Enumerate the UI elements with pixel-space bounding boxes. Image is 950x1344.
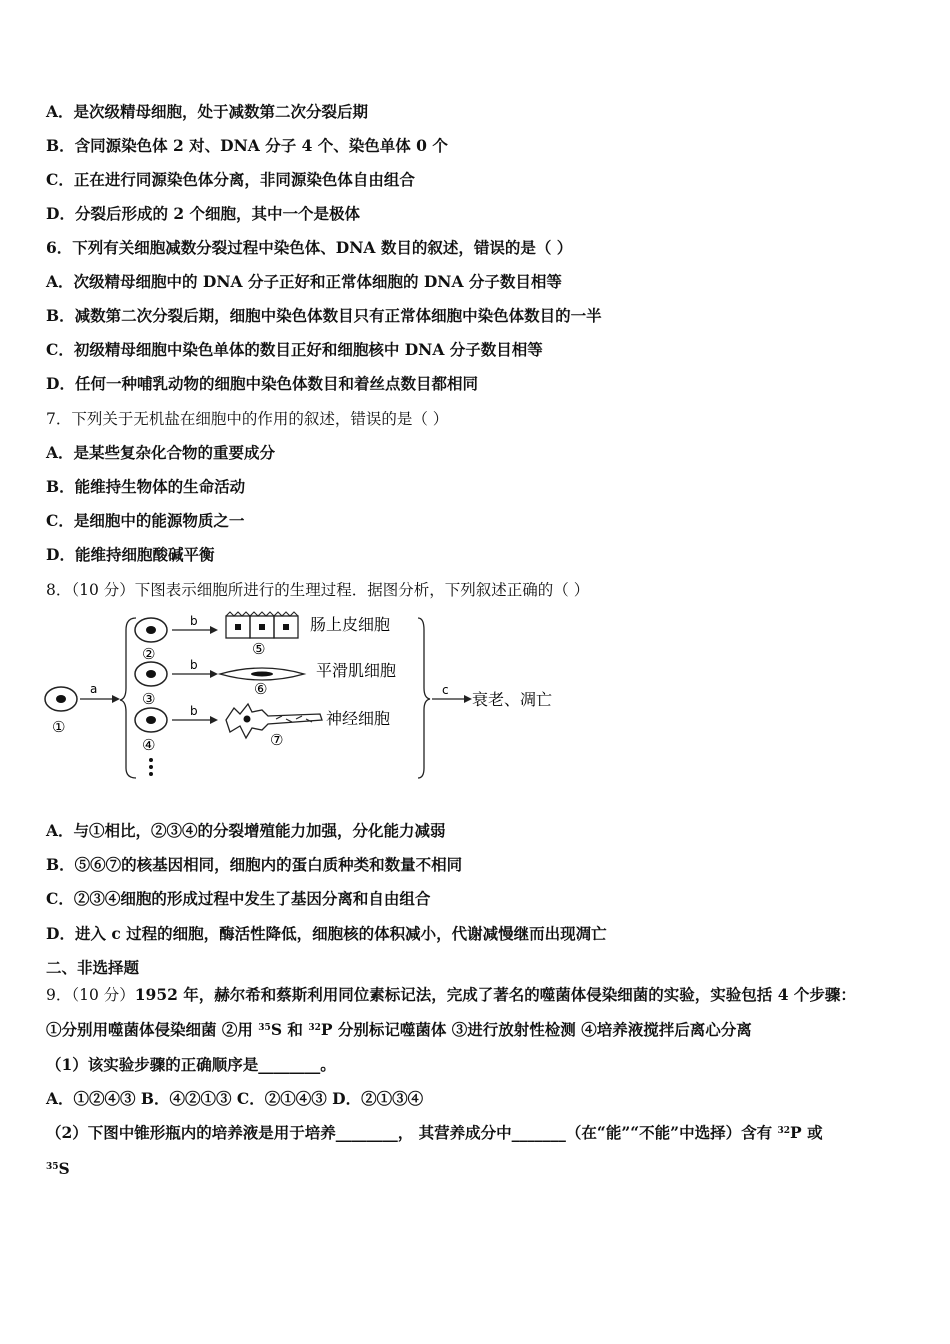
- cell-1: [45, 687, 77, 736]
- arrow-a-label: a: [90, 682, 98, 696]
- q9-sub2-continued: [46, 1158, 70, 1180]
- arrow-c: [432, 683, 552, 709]
- q9-sub1: （1）该实验步骤的正确顺序是________。: [46, 1055, 336, 1074]
- q6-option-b: B．减数第二次分裂后期，细胞中染色体数目只有正常体细胞中染色体数目的一半: [46, 306, 602, 325]
- arrow-b-middle: [172, 658, 218, 678]
- arrow-b-bottom-label: b: [190, 704, 198, 718]
- cell-differentiation-figure: [40, 608, 580, 784]
- cell-2-label: ②: [142, 645, 156, 663]
- q5-option-b: B．含同源染色体 2 对、DNA 分子 4 个、染色单体 0 个: [46, 136, 448, 155]
- q6-option-c: C．初级精母细胞中染色单体的数目正好和细胞核中 DNA 分子数目相等: [46, 340, 543, 359]
- q9-steps: [46, 1019, 752, 1041]
- q6-option-a: A．次级精母细胞中的 DNA 分子正好和正常体细胞的 DNA 分子数目相等: [46, 272, 562, 291]
- q6-option-d: D．任何一种哺乳动物的细胞中染色体数目和着丝点数目都相同: [46, 374, 478, 393]
- cell-2: [135, 618, 167, 663]
- q8-option-c: C．②③④细胞的形成过程中发生了基因分离和自由组合: [46, 889, 431, 908]
- q7-option-a: A．是某些复杂化合物的重要成分: [46, 443, 276, 462]
- left-brace: [120, 618, 136, 778]
- section-title: 二、非选择题: [46, 958, 140, 977]
- q9-steps-part-a: ①分别用噬菌体侵染细菌 ②用: [46, 1020, 259, 1039]
- q5-option-d: D．分裂后形成的 2 个细胞，其中一个是极体: [46, 204, 361, 223]
- q7-option-b: B．能维持生物体的生命活动: [46, 477, 246, 496]
- q8-option-d: D．进入 c 过程的细胞，酶活性降低，细胞核的体积减小，代谢减慢继而出现凋亡: [46, 924, 607, 943]
- q9-sub2-sup-32: 32: [777, 1126, 791, 1136]
- q9-sub2: [46, 1122, 823, 1144]
- intestinal-epithelial-cells: [226, 612, 390, 658]
- cell-4: [135, 708, 167, 754]
- q9-sub2-part-a: （2）下图中锥形瓶内的培养液是用于培养________， 其营养成分中_______（在“能”“不能”中选择）含有: [46, 1123, 778, 1142]
- arrow-c-label: c: [442, 683, 449, 697]
- q9-sub2-part-c: S: [58, 1159, 70, 1178]
- cell-7-label: ⑦: [270, 731, 284, 749]
- cell-6-label: ⑥: [254, 680, 268, 698]
- smooth-muscle-cell: [220, 661, 396, 698]
- arrow-a: [80, 682, 120, 703]
- cell-5-label: ⑤: [252, 640, 266, 658]
- q9-steps-sup-35: 35: [258, 1023, 271, 1033]
- q9-number: 9．（10 分）: [46, 986, 135, 1004]
- q7-option-d: D．能维持细胞酸碱平衡: [46, 545, 215, 564]
- nerve-cell: [226, 704, 390, 749]
- outcome-label: 衰老、凋亡: [472, 690, 553, 709]
- q6-stem: 6．下列有关细胞减数分裂过程中染色体、DNA 数目的叙述，错误的是（ ）: [46, 238, 573, 257]
- q9-stem-text: 1952 年，赫尔希和蔡斯利用同位素标记法，完成了著名的噬菌体侵染细菌的实验，实验包括 4 个步骤：: [134, 985, 856, 1004]
- cell-1-label: ①: [52, 718, 66, 736]
- q5-option-c: C．正在进行同源染色体分离，非同源染色体自由组合: [46, 170, 415, 189]
- q7-stem: 7．下列关于无机盐在细胞中的作用的叙述，错误的是（ ）: [46, 410, 449, 428]
- q7-option-c: C．是细胞中的能源物质之一: [46, 511, 245, 530]
- cell-3-label: ③: [142, 690, 156, 708]
- q5-option-a: A．是次级精母细胞，处于减数第二次分裂后期: [46, 102, 369, 121]
- q9-sub2-part-b: P 或: [790, 1123, 823, 1142]
- arrow-b-top-label: b: [190, 614, 198, 628]
- q8-stem: 8．（10 分）下图表示细胞所进行的生理过程．据图分析，下列叙述正确的（ ）: [46, 581, 590, 599]
- q9-steps-part-c: P 分别标记噬菌体 ③进行放射性检测 ④培养液搅拌后离心分离: [320, 1020, 752, 1039]
- q9-steps-sup-32: 32: [308, 1023, 321, 1033]
- q8-option-b: B．⑤⑥⑦的核基因相同，细胞内的蛋白质种类和数量不相同: [46, 855, 463, 874]
- q9-stem: [46, 984, 856, 1006]
- q9-sub2-sup-35: 35: [46, 1162, 59, 1172]
- right-brace: [418, 618, 430, 778]
- nerve-label: 神经细胞: [326, 709, 391, 728]
- continuation-dots: [149, 758, 153, 776]
- arrow-b-top: [172, 614, 218, 634]
- cell-3: [135, 662, 167, 708]
- intestinal-label: 肠上皮细胞: [310, 615, 391, 634]
- cell-4-label: ④: [142, 736, 156, 754]
- q9-sub1-options: A．①②④③ B．④②①③ C．②①④③ D．②①③④: [46, 1089, 424, 1108]
- arrow-b-bottom: [172, 704, 218, 724]
- smooth-muscle-label: 平滑肌细胞: [316, 661, 397, 680]
- arrow-b-middle-label: b: [190, 658, 198, 672]
- q9-steps-part-b: S 和: [270, 1020, 309, 1039]
- q8-option-a: A．与①相比，②③④的分裂增殖能力加强，分化能力减弱: [46, 821, 446, 840]
